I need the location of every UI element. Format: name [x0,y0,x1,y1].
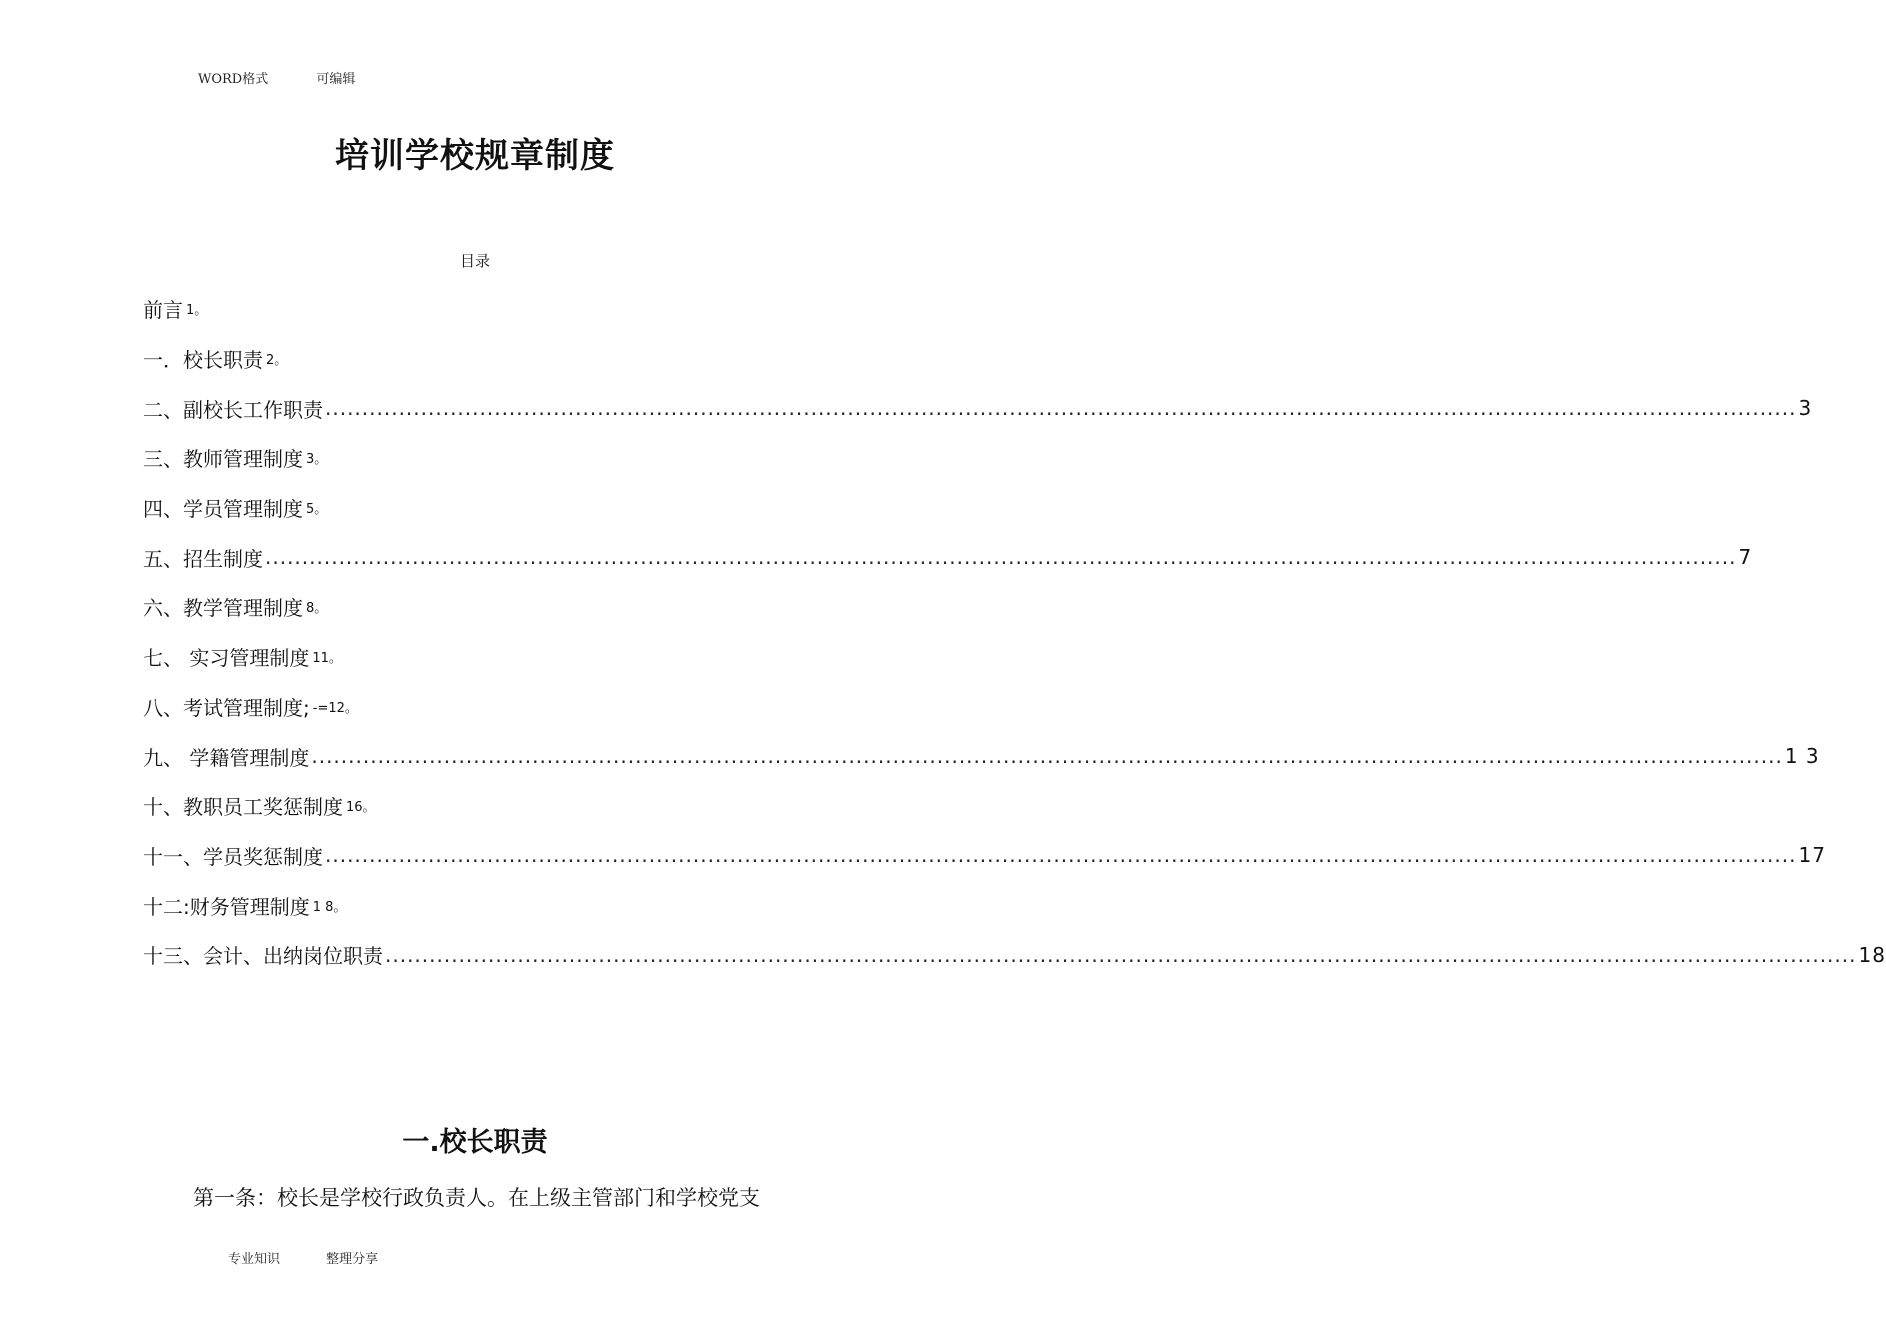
toc-entry-page: 8。 [306,601,328,617]
toc-entry-page: 1。 [186,303,208,319]
toc-entry[interactable] [143,781,805,831]
toc-entry-label: 一．校长职责 [143,348,263,373]
footer-knowledge-label: 专业知识 [228,1252,281,1267]
toc-entry-label: 十三、会计、出纳岗位职责 [143,944,383,969]
toc-entry-label: 八、考试管理制度; [143,695,310,720]
toc-entry[interactable] [143,682,805,732]
body-paragraph: 第一条：校长是学校行政负责人。在上级主管部门和学校党支 [193,1186,760,1210]
toc-entry-label: 前言 [143,298,183,323]
toc-entry-page: 2。 [266,353,288,369]
toc-entry[interactable] [143,930,1886,980]
toc-entry-label: 九、 学籍管理制度 [143,745,310,770]
toc-dot-leader: ........................................................................................................................................................................................................ [311,744,1783,769]
toc-entry-label: 二、副校长工作职责 [143,397,323,422]
toc-entry-label: 十二:财务管理制度 [143,894,310,919]
table-of-contents [143,284,1886,980]
toc-entry-page: 17 [1798,843,1826,868]
toc-dot-leader: ........................................................................................................................................................................................................ [325,396,1797,421]
toc-entry-label: 十、教职员工奖惩制度 [143,795,343,820]
toc-entry-page: 18 [1858,942,1886,967]
toc-entry[interactable] [143,831,1826,881]
toc-entry[interactable] [143,582,805,632]
toc-entry[interactable] [143,532,1753,582]
toc-entry-page: 3 [1798,396,1813,421]
toc-dot-leader: ........................................................................................................................................................................................................ [385,942,1857,967]
toc-entry-page: 7 [1738,545,1753,570]
toc-entry[interactable] [143,632,805,682]
toc-entry[interactable] [143,433,805,483]
toc-entry-label: 七、 实习管理制度 [143,646,310,671]
toc-entry[interactable] [143,284,805,334]
toc-entry[interactable] [143,880,805,930]
toc-dot-leader: ........................................................................................................................................................................................................ [265,545,1737,570]
toc-entry-label: 十一、学员奖惩制度 [143,844,323,869]
toc-entry[interactable] [143,483,805,533]
toc-entry-page: 1 3 [1784,744,1820,769]
toc-entry[interactable] [143,731,1820,781]
section-heading: 一.校长职责 [402,1127,548,1158]
page-footer [228,1248,378,1267]
page-header [198,68,355,87]
toc-entry-page: -=12。 [312,700,358,716]
toc-entry-page: 3。 [306,452,328,468]
toc-entry-page: 11。 [312,651,342,667]
document-title: 培训学校规章制度 [335,136,615,176]
toc-entry-page: 16。 [346,800,376,816]
toc-entry[interactable] [143,334,805,384]
toc-entry-page: 1 8。 [312,899,347,915]
footer-share-label: 整理分享 [326,1252,379,1267]
toc-entry-label: 六、教学管理制度 [143,596,303,621]
toc-entry-label: 三、教师管理制度 [143,447,303,472]
toc-dot-leader: ........................................................................................................................................................................................................ [325,843,1797,868]
toc-entry-label: 四、学员管理制度 [143,497,303,522]
toc-entry-label: 五、招生制度 [143,546,263,571]
header-editable-label: 可编辑 [316,72,356,87]
toc-entry[interactable] [143,383,1813,433]
header-format-label: WORD格式 [198,72,269,87]
toc-heading: 目录 [459,252,490,270]
toc-entry-page: 5。 [306,502,328,518]
